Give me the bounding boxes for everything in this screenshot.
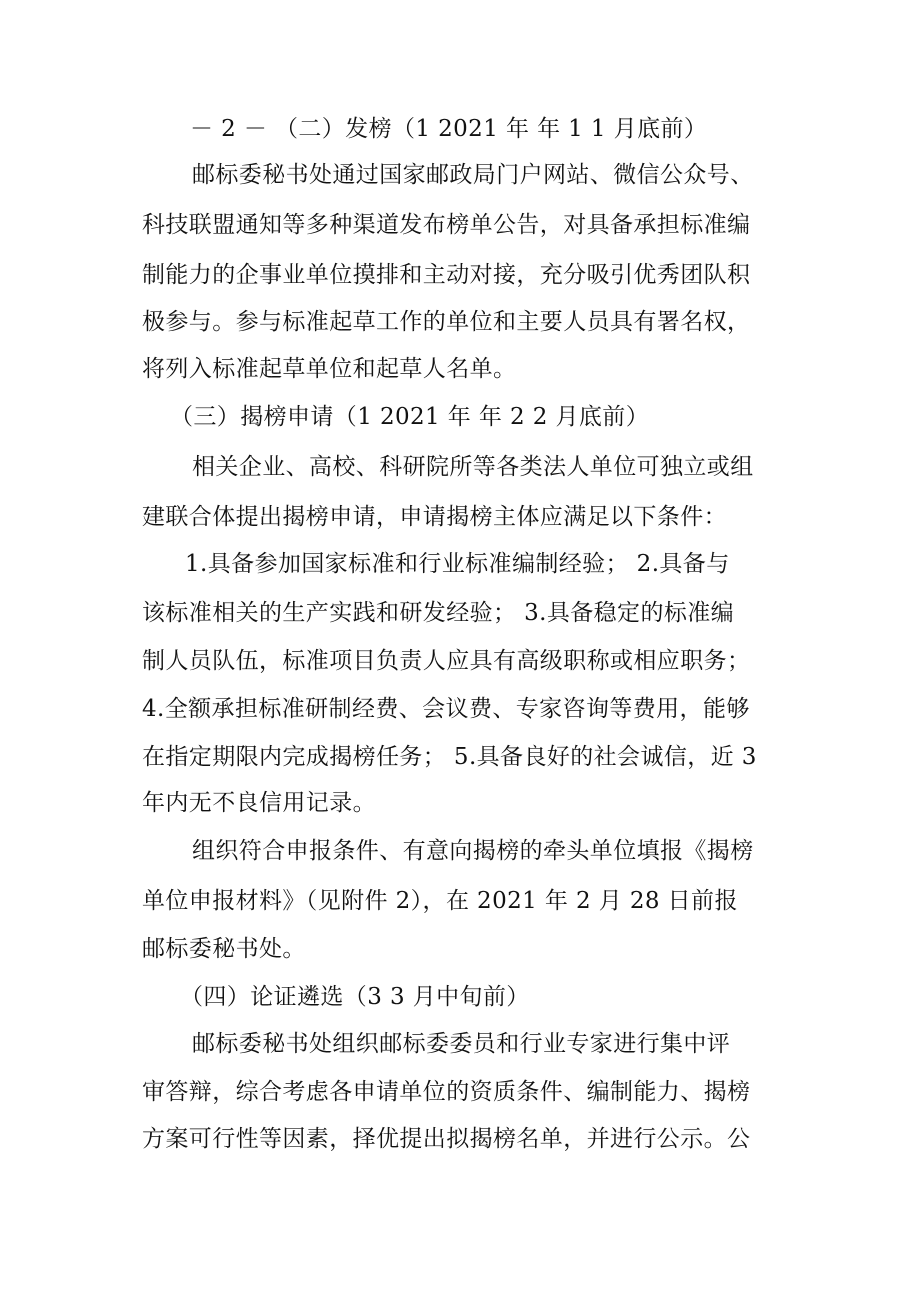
text-line: 将列入标准起草单位和起草人名单。 [142,356,517,382]
text-line: 邮标委秘书处。 [142,936,306,962]
text-line: 制能力的企事业单位摸排和主动对接，充分吸引优秀团队积 [142,262,751,288]
text-line: 制人员队伍，标准项目负责人应具有高级职称或相应职务； [142,648,751,674]
text-line: 科技联盟通知等多种渠道发布榜单公告，对具备承担标准编 [142,212,751,238]
text-line: 单位申报材料》（见附件 2），在 2021 年 2 月 28 日前报 [142,888,738,914]
text-line: 该标准相关的生产实践和研发经验； 3.具备稳定的标准编 [142,600,735,626]
text-line: 1.具备参加国家标准和行业标准编制经验； 2.具备与 [185,551,730,577]
section-heading: （四）论证遴选（3 3 月中旬前） [180,984,530,1010]
text-line: 审答辩，综合考虑各申请单位的资质条件、编制能力、揭榜 [142,1079,751,1105]
text-line: － 2 － （二）发榜（1 2021 年 年 1 1 月底前） [190,116,708,142]
text-line: 组织符合申报条件、有意向揭榜的牵头单位填报《揭榜 [192,838,754,864]
text-line: 极参与。参与标准起草工作的单位和主要人员具有署名权， [142,309,751,335]
text-line: 相关企业、高校、科研院所等各类法人单位可独立或组 [192,454,754,480]
text-line: 邮标委秘书处组织邮标委委员和行业专家进行集中评 [192,1031,731,1057]
section-heading: （三）揭榜申请（1 2021 年 年 2 2 月底前） [170,404,650,430]
text-line: 在指定期限内完成揭榜任务； 5.具备良好的社会诚信，近 3 [142,744,757,770]
text-line: 年内无不良信用记录。 [142,790,376,816]
text-line: 邮标委秘书处通过国家邮政局门户网站、微信公众号、 [192,162,754,188]
text-line: 方案可行性等因素，择优提出拟揭榜名单，并进行公示。公 [142,1126,751,1152]
text-line: 建联合体提出揭榜申请，申请揭榜主体应满足以下条件： [142,504,727,530]
text-line: 4.全额承担标准研制经费、会议费、专家咨询等费用，能够 [142,696,750,722]
